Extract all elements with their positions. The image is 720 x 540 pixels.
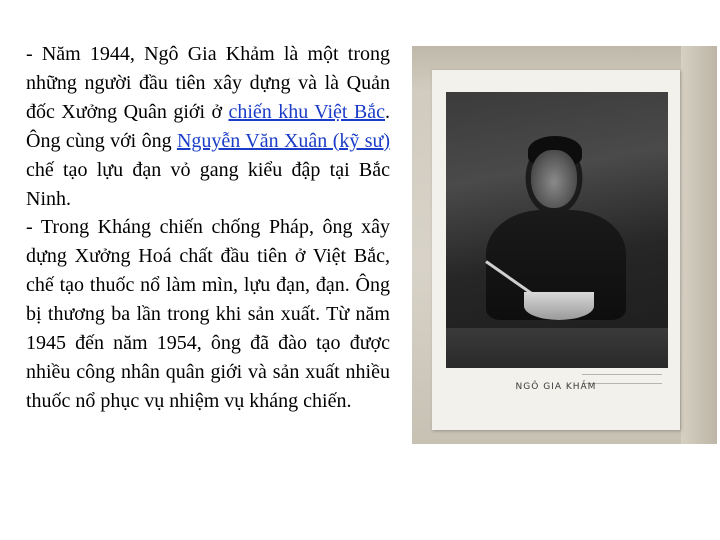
paragraph-1-middle: . Ông cùng với ông xyxy=(26,100,390,152)
link-nguyen-van-xuan[interactable] xyxy=(177,130,390,152)
paragraph-1-intro: - Năm 1944, Ngô Gia Khảm là một trong những người đầu tiên xây dựng và là Quản đốc Xưởng Quân giới ở xyxy=(26,43,390,123)
paragraph-1 xyxy=(26,40,390,213)
printed-sheet xyxy=(432,70,680,430)
photo-caption: NGÔ GIA KHẢM xyxy=(515,382,597,392)
portrait-bowl xyxy=(524,292,594,320)
paragraph-2: - Trong Kháng chiến chống Pháp, ông xây dựng Xưởng Hoá chất đầu tiên ở Việt Bắc, chế tạo thuốc nổ làm mìn, lựu đạn, đạn. Ông bị thương ba lần trong khi sản xuất. Từ năm 1945 đến năm 1954, ông đã đào tạo được nhiều công nhân quân giới và sản xuất nhiều thuốc nổ phục vụ nhiệm vụ kháng chiến. xyxy=(26,216,390,412)
link-chien-khu-viet-bac[interactable]: chiến khu Việt Bắc xyxy=(228,100,385,123)
folder-edge xyxy=(681,46,717,444)
paragraph-1-end: chế tạo lựu đạn vỏ gang kiểu đập tại Bắc Ninh. xyxy=(26,158,390,210)
link-nguyen-van-xuan-name: Nguyễn Văn Xuân xyxy=(176,129,328,152)
portrait-image xyxy=(446,92,668,368)
link-nguyen-van-xuan-qualifier: (kỹ sư) xyxy=(332,129,391,152)
portrait-photo xyxy=(412,46,717,444)
portrait-table xyxy=(446,328,668,368)
article-text xyxy=(26,40,390,416)
portrait-face xyxy=(531,150,577,208)
